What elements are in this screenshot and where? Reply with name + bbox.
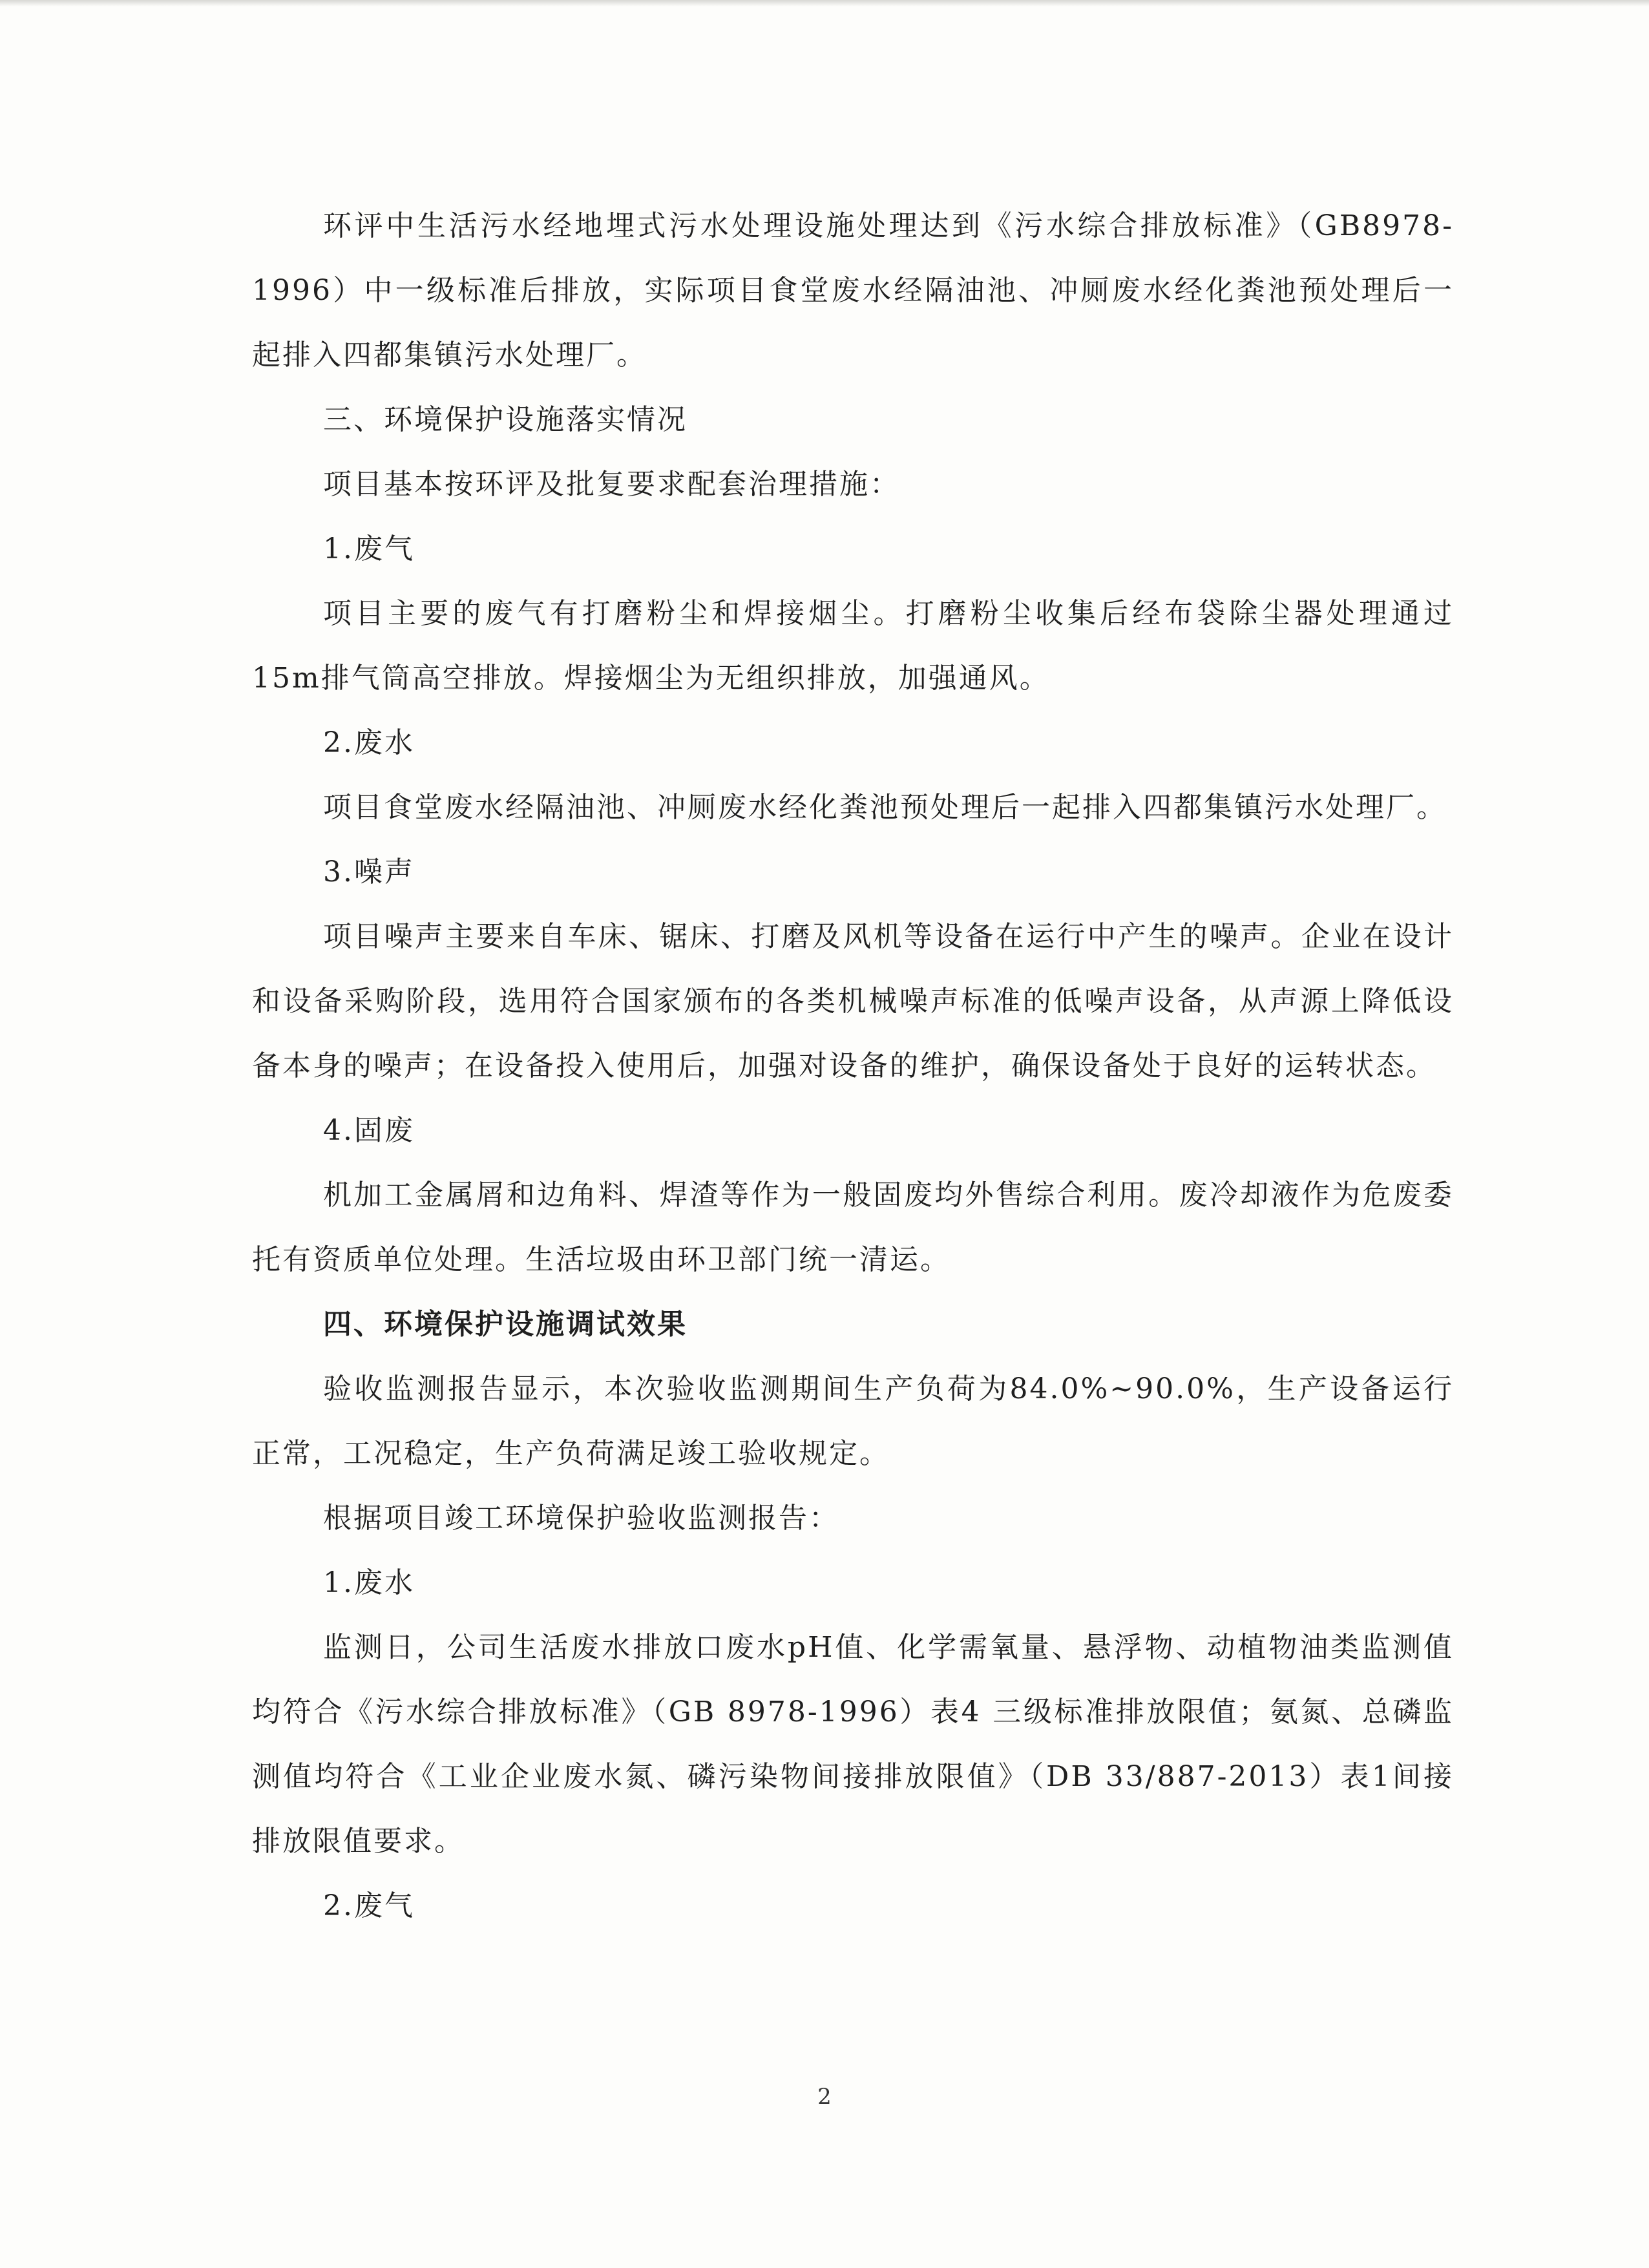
paragraph-solid-waste: 机加工金属屑和边角料、焊渣等作为一般固废均外售综合利用。废冷却液作为危废委托有资质单位处理。生活垃圾由环卫部门统一清运。: [252, 1179, 1454, 1276]
subheading-wastewater: 2.废水: [323, 726, 415, 759]
page-number: 2: [817, 2084, 832, 2110]
section-heading-3: 三、环境保护设施落实情况: [323, 403, 688, 436]
paragraph-measures-intro: 项目基本按环评及批复要求配套治理措施：: [323, 468, 900, 501]
paragraph-exhaust: 项目主要的废气有打磨粉尘和焊接烟尘。打磨粉尘收集后经布袋除尘器处理通过15m排气筒高空排放。焊接烟尘为无组织排放，加强通风。: [252, 597, 1454, 695]
subheading-exhaust-monitoring: 2.废气: [323, 1889, 415, 1922]
document-body: [252, 194, 1454, 1938]
paragraph-wastewater: 项目食堂废水经隔油池、冲厕废水经化粪池预处理后一起排入四都集镇污水处理厂。: [323, 791, 1447, 824]
paragraph-wastewater-comparison: 环评中生活污水经地埋式污水处理设施处理达到《污水综合排放标准》（GB8978-1996）中一级标准后排放，实际项目食堂废水经隔油池、冲厕废水经化粪池预处理后一起排入四都集镇污水处理厂。: [252, 209, 1454, 372]
paragraph-load: 验收监测报告显示，本次验收监测期间生产负荷为84.0%~90.0%，生产设备运行正常，工况稳定，生产负荷满足竣工验收规定。: [252, 1372, 1454, 1470]
section-heading-4: 四、环境保护设施调试效果: [323, 1308, 688, 1341]
scan-edge: [0, 0, 1649, 6]
paragraph-noise: 项目噪声主要来自车床、锯床、打磨及风机等设备在运行中产生的噪声。企业在设计和设备采购阶段，选用符合国家颁布的各类机械噪声标准的低噪声设备，从声源上降低设备本身的噪声；在设备投入使用后，加强对设备的维护，确保设备处于良好的运转状态。: [252, 920, 1454, 1082]
subheading-solid-waste: 4.固废: [323, 1114, 415, 1147]
subheading-noise: 3.噪声: [323, 856, 415, 888]
subheading-exhaust: 1.废气: [323, 532, 415, 565]
paragraph-report-intro: 根据项目竣工环境保护验收监测报告：: [323, 1502, 839, 1535]
paragraph-wastewater-monitoring: 监测日，公司生活废水排放口废水pH值、化学需氧量、悬浮物、动植物油类监测值均符合《污水综合排放标准》（GB 8978-1996）表4 三级标准排放限值；氨氮、总磷监测值均符合《工业企业废水氮、磷污染物间接排放限值》（DB 33/887-2013）表1间接排放限值要求。: [252, 1631, 1454, 1858]
subheading-wastewater-monitoring: 1.废水: [323, 1566, 415, 1599]
